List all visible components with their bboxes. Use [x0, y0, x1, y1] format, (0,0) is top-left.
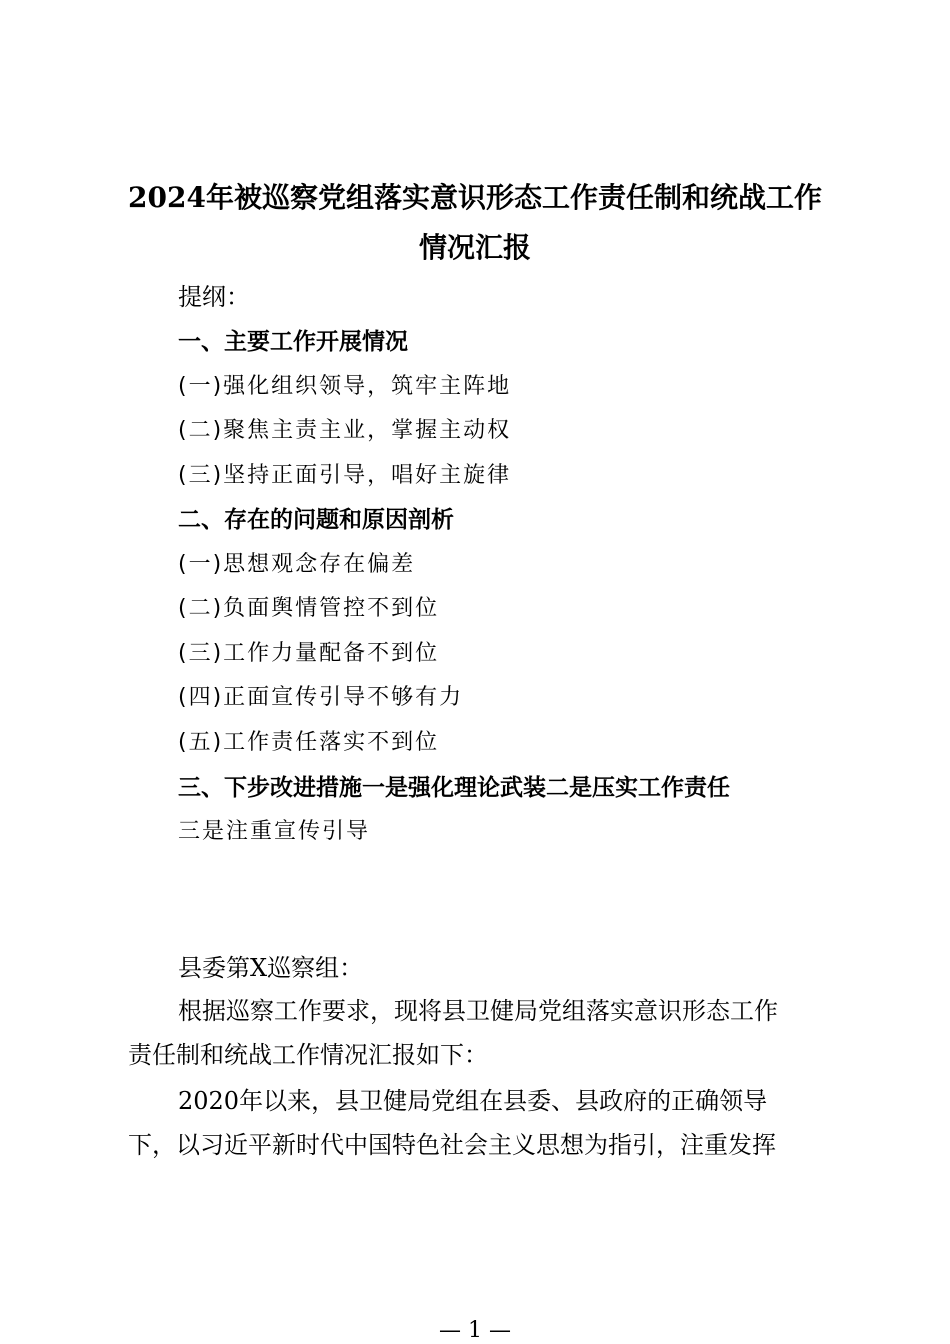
outline-item-2-4: (四)正面宣传引导不够有力: [178, 685, 464, 710]
paragraph-2-line-1: 2020年以来，县卫健局党组在县委、县政府的正确领导: [178, 1087, 768, 1115]
outline-item-1-2: (二)聚焦主责主业，掌握主动权: [178, 418, 512, 443]
outline-item-2-2: (二)负面舆情管控不到位: [178, 596, 440, 621]
page-number: — 1 —: [439, 1318, 511, 1343]
document-title-line-1: 2024年被巡察党组落实意识形态工作责任制和统战工作: [128, 181, 822, 214]
document-title-line-2: 情况汇报: [418, 231, 531, 264]
outline-item-1-3: (三)坚持正面引导，唱好主旋律: [178, 463, 512, 488]
paragraph-1-line-1: 根据巡察工作要求，现将县卫健局党组落实意识形态工作: [178, 997, 778, 1025]
outline-section-1: 一、主要工作开展情况: [178, 329, 408, 355]
outline-item-2-5: (五)工作责任落实不到位: [178, 730, 440, 755]
outline-label: 提纲：: [178, 283, 250, 311]
outline-item-2-3: (三)工作力量配备不到位: [178, 641, 440, 666]
outline-item-2-1: (一)思想观念存在偏差: [178, 552, 416, 577]
outline-section-3-continued: 三是注重宣传引导: [178, 819, 371, 844]
outline-item-1-1: (一)强化组织领导，筑牢主阵地: [178, 374, 512, 399]
outline-section-2: 二、存在的问题和原因剖析: [178, 507, 454, 533]
paragraph-2-line-2: 下，以习近平新时代中国特色社会主义思想为指引，注重发挥: [128, 1131, 776, 1159]
paragraph-1-line-2: 责任制和统战工作情况汇报如下：: [128, 1041, 488, 1069]
salutation: 县委第X巡察组：: [178, 954, 364, 982]
outline-section-3: 三、下步改进措施一是强化理论武装二是压实工作责任: [178, 775, 730, 801]
